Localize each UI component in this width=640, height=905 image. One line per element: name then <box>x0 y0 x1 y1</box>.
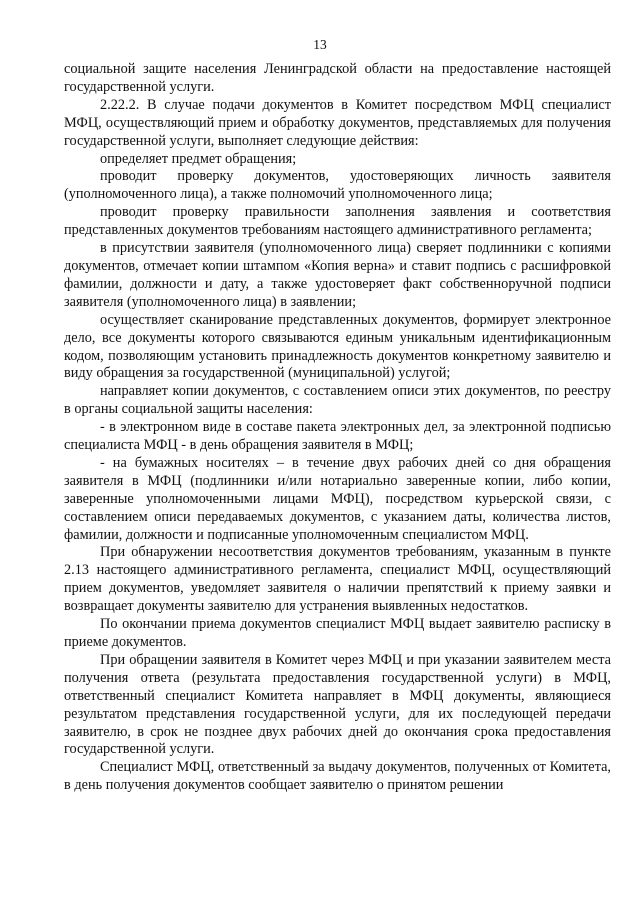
paragraph: Специалист МФЦ, ответственный за выдачу документов, полученных от Комитета, в день получения документов сообщает заявителю о принятом решении <box>64 759 611 794</box>
paragraph: в присутствии заявителя (уполномоченного лица) сверяет подлинники с копиями документов, отмечает копии штампом «Копия верна» и ставит подпись с расшифровкой фамилии, должности и дату, а также удостоверяет факт собственноручной подписи заявителя (уполномоченного лица) в заявлении; <box>64 240 611 310</box>
paragraph: 2.22.2. В случае подачи документов в Комитет посредством МФЦ специалист МФЦ, осуществляющий прием и обработку документов, представляемых для получения государственной услуги, выполняет следующие действия: <box>64 96 611 149</box>
document-body <box>64 61 611 795</box>
paragraph: определяет предмет обращения; <box>100 150 297 167</box>
paragraph: проводит проверку правильности заполнения заявления и соответствия представленных документов требованиям настоящего административного регламента; <box>64 204 611 239</box>
paragraph: По окончании приема документов специалист МФЦ выдает заявителю расписку в приеме документов. <box>64 616 611 650</box>
paragraph: При обращении заявителя в Комитет через МФЦ и при указании заявителем места получения ответа (результата предоставления государственной услуги) в МФЦ, ответственный специалист Комитета направляет в МФЦ документы, являющиеся результатом представления государственной услуги, для их последующей передачи заявителю, в срок не позднее двух рабочих дней до окончания срока предоставления государственной услуги. <box>64 651 611 758</box>
page-number: 13 <box>313 37 327 52</box>
paragraph: проводит проверку документов, удостоверяющих личность заявителя (уполномоченного лица), а также полномочий уполномоченного лица; <box>64 168 611 203</box>
paragraph: социальной защите населения Ленинградской области на предоставление настоящей государственной услуги. <box>64 61 611 95</box>
paragraph: - на бумажных носителях – в течение двух рабочих дней со дня обращения заявителя в МФЦ (подлинники и/или нотариально заверенные копии, либо копии, заверенные уполномоченными лицами МФЦ), посредством курьерской связи, с составлением описи передаваемых документов, с указанием даты, количества листов, фамилии, должности и подписанные уполномоченным специалистом МФЦ. <box>64 454 611 543</box>
paragraph: - в электронном виде в составе пакета электронных дел, за электронной подписью специалиста МФЦ - в день обращения заявителя в МФЦ; <box>64 419 611 454</box>
paragraph: осуществляет сканирование представленных документов, формирует электронное дело, все документы которого связываются единым уникальным идентификационным кодом, позволяющим установить принадлежность документов конкретному заявителю и виду обращения за государственной (муниципальной) услугой; <box>64 311 611 382</box>
paragraph: направляет копии документов, с составлением описи этих документов, по реестру в органы социальной защиты населения: <box>64 383 611 418</box>
paragraph: При обнаружении несоответствия документов требованиям, указанным в пункте 2.13 настоящего административного регламента, специалист МФЦ, осуществляющий прием документов, уведомляет заявителя о наличии препятствий к приему заявки и возвращает документы заявителю для устранения выявленных недостатков. <box>64 544 611 615</box>
